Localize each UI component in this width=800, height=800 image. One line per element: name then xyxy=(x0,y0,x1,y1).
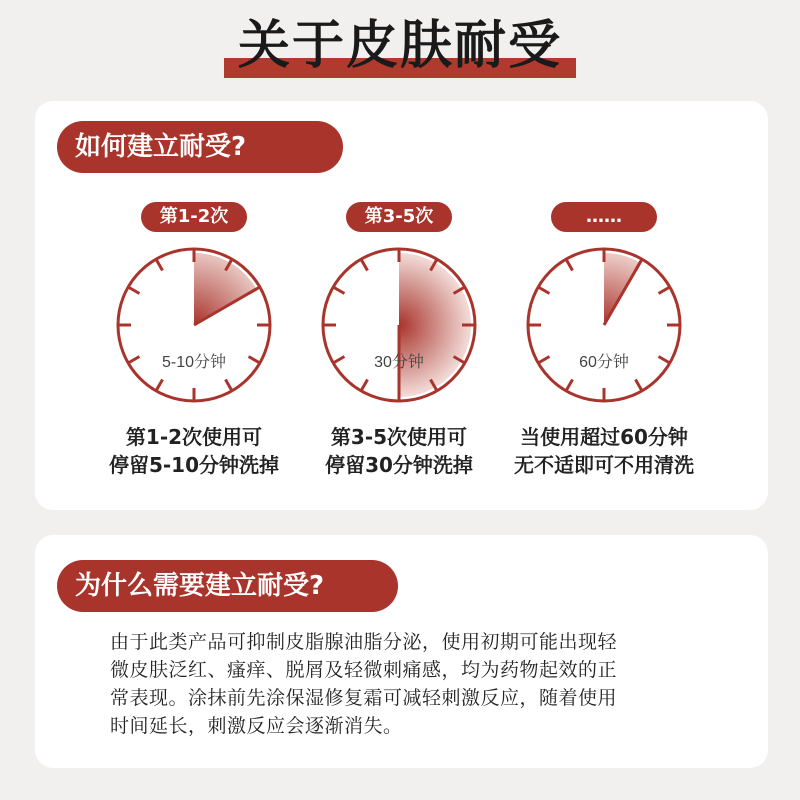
clock-2-center-label: 30分钟 xyxy=(374,354,424,371)
paragraph-line-2: 微皮肤泛红、瘙痒、脱屑及轻微刺痛感，均为药物起效的正 xyxy=(110,659,618,681)
clock-1-sector xyxy=(194,253,256,325)
clock-1-center-label: 5-10分钟 xyxy=(161,354,227,371)
clock-tick xyxy=(249,357,259,363)
paragraph-line-1: 由于此类产品可抑制皮脂腺油脂分泌，使用初期可能出现轻 xyxy=(110,631,618,653)
clock-tick xyxy=(334,357,344,363)
clock-tick xyxy=(129,288,139,294)
clock-tick xyxy=(659,288,669,294)
clock-tick xyxy=(539,288,549,294)
clock-badge-3: …… xyxy=(551,202,657,232)
clock-caption-3-line-2: 无不适即可不用清洗 xyxy=(514,453,694,477)
clock-caption-1-line-1: 第1-2次使用可 xyxy=(125,425,263,449)
clock-caption-3-line-1: 当使用超过60分钟 xyxy=(520,425,688,449)
clock-2-sector xyxy=(399,253,471,397)
clock-tick xyxy=(539,357,549,363)
clock-tick xyxy=(157,380,163,390)
clock-tick xyxy=(226,380,232,390)
paragraph-line-3: 常表现。涂抹前先涂保湿修复霜可减轻刺激反应，随着使用 xyxy=(110,687,618,709)
clock-caption-3 xyxy=(494,423,714,479)
clock-badge-2: 第3-5次 xyxy=(346,202,452,232)
paragraph-line-4: 时间延长，刺激反应会逐渐消失。 xyxy=(110,715,403,737)
clock-tick xyxy=(362,260,368,270)
section-heading-how: 如何建立耐受? xyxy=(57,121,343,173)
clock-tick xyxy=(567,380,573,390)
clock-tick xyxy=(129,357,139,363)
clock-tick xyxy=(157,260,163,270)
clock-badge-1: 第1-2次 xyxy=(141,202,247,232)
section-heading-why: 为什么需要建立耐受? xyxy=(57,560,398,612)
title-area xyxy=(0,14,800,78)
clock-3-center-label: 60分钟 xyxy=(579,354,629,371)
clock-caption-2-line-1: 第3-5次使用可 xyxy=(330,425,468,449)
clock-1 xyxy=(114,245,274,405)
clock-3 xyxy=(524,245,684,405)
clock-caption-2 xyxy=(289,423,509,479)
page-title-text: 关于皮肤耐受 xyxy=(237,16,562,76)
clock-tick xyxy=(567,260,573,270)
clock-caption-1-line-2: 停留5-10分钟洗掉 xyxy=(108,453,280,477)
clock-tick xyxy=(334,288,344,294)
explanation-paragraph xyxy=(110,628,710,740)
clock-caption-2-line-2: 停留30分钟洗掉 xyxy=(325,453,473,477)
clock-tick xyxy=(362,380,368,390)
clock-tick xyxy=(636,380,642,390)
clock-2 xyxy=(319,245,479,405)
clock-tick xyxy=(659,357,669,363)
page-title xyxy=(228,14,572,78)
clock-caption-1 xyxy=(84,423,304,479)
